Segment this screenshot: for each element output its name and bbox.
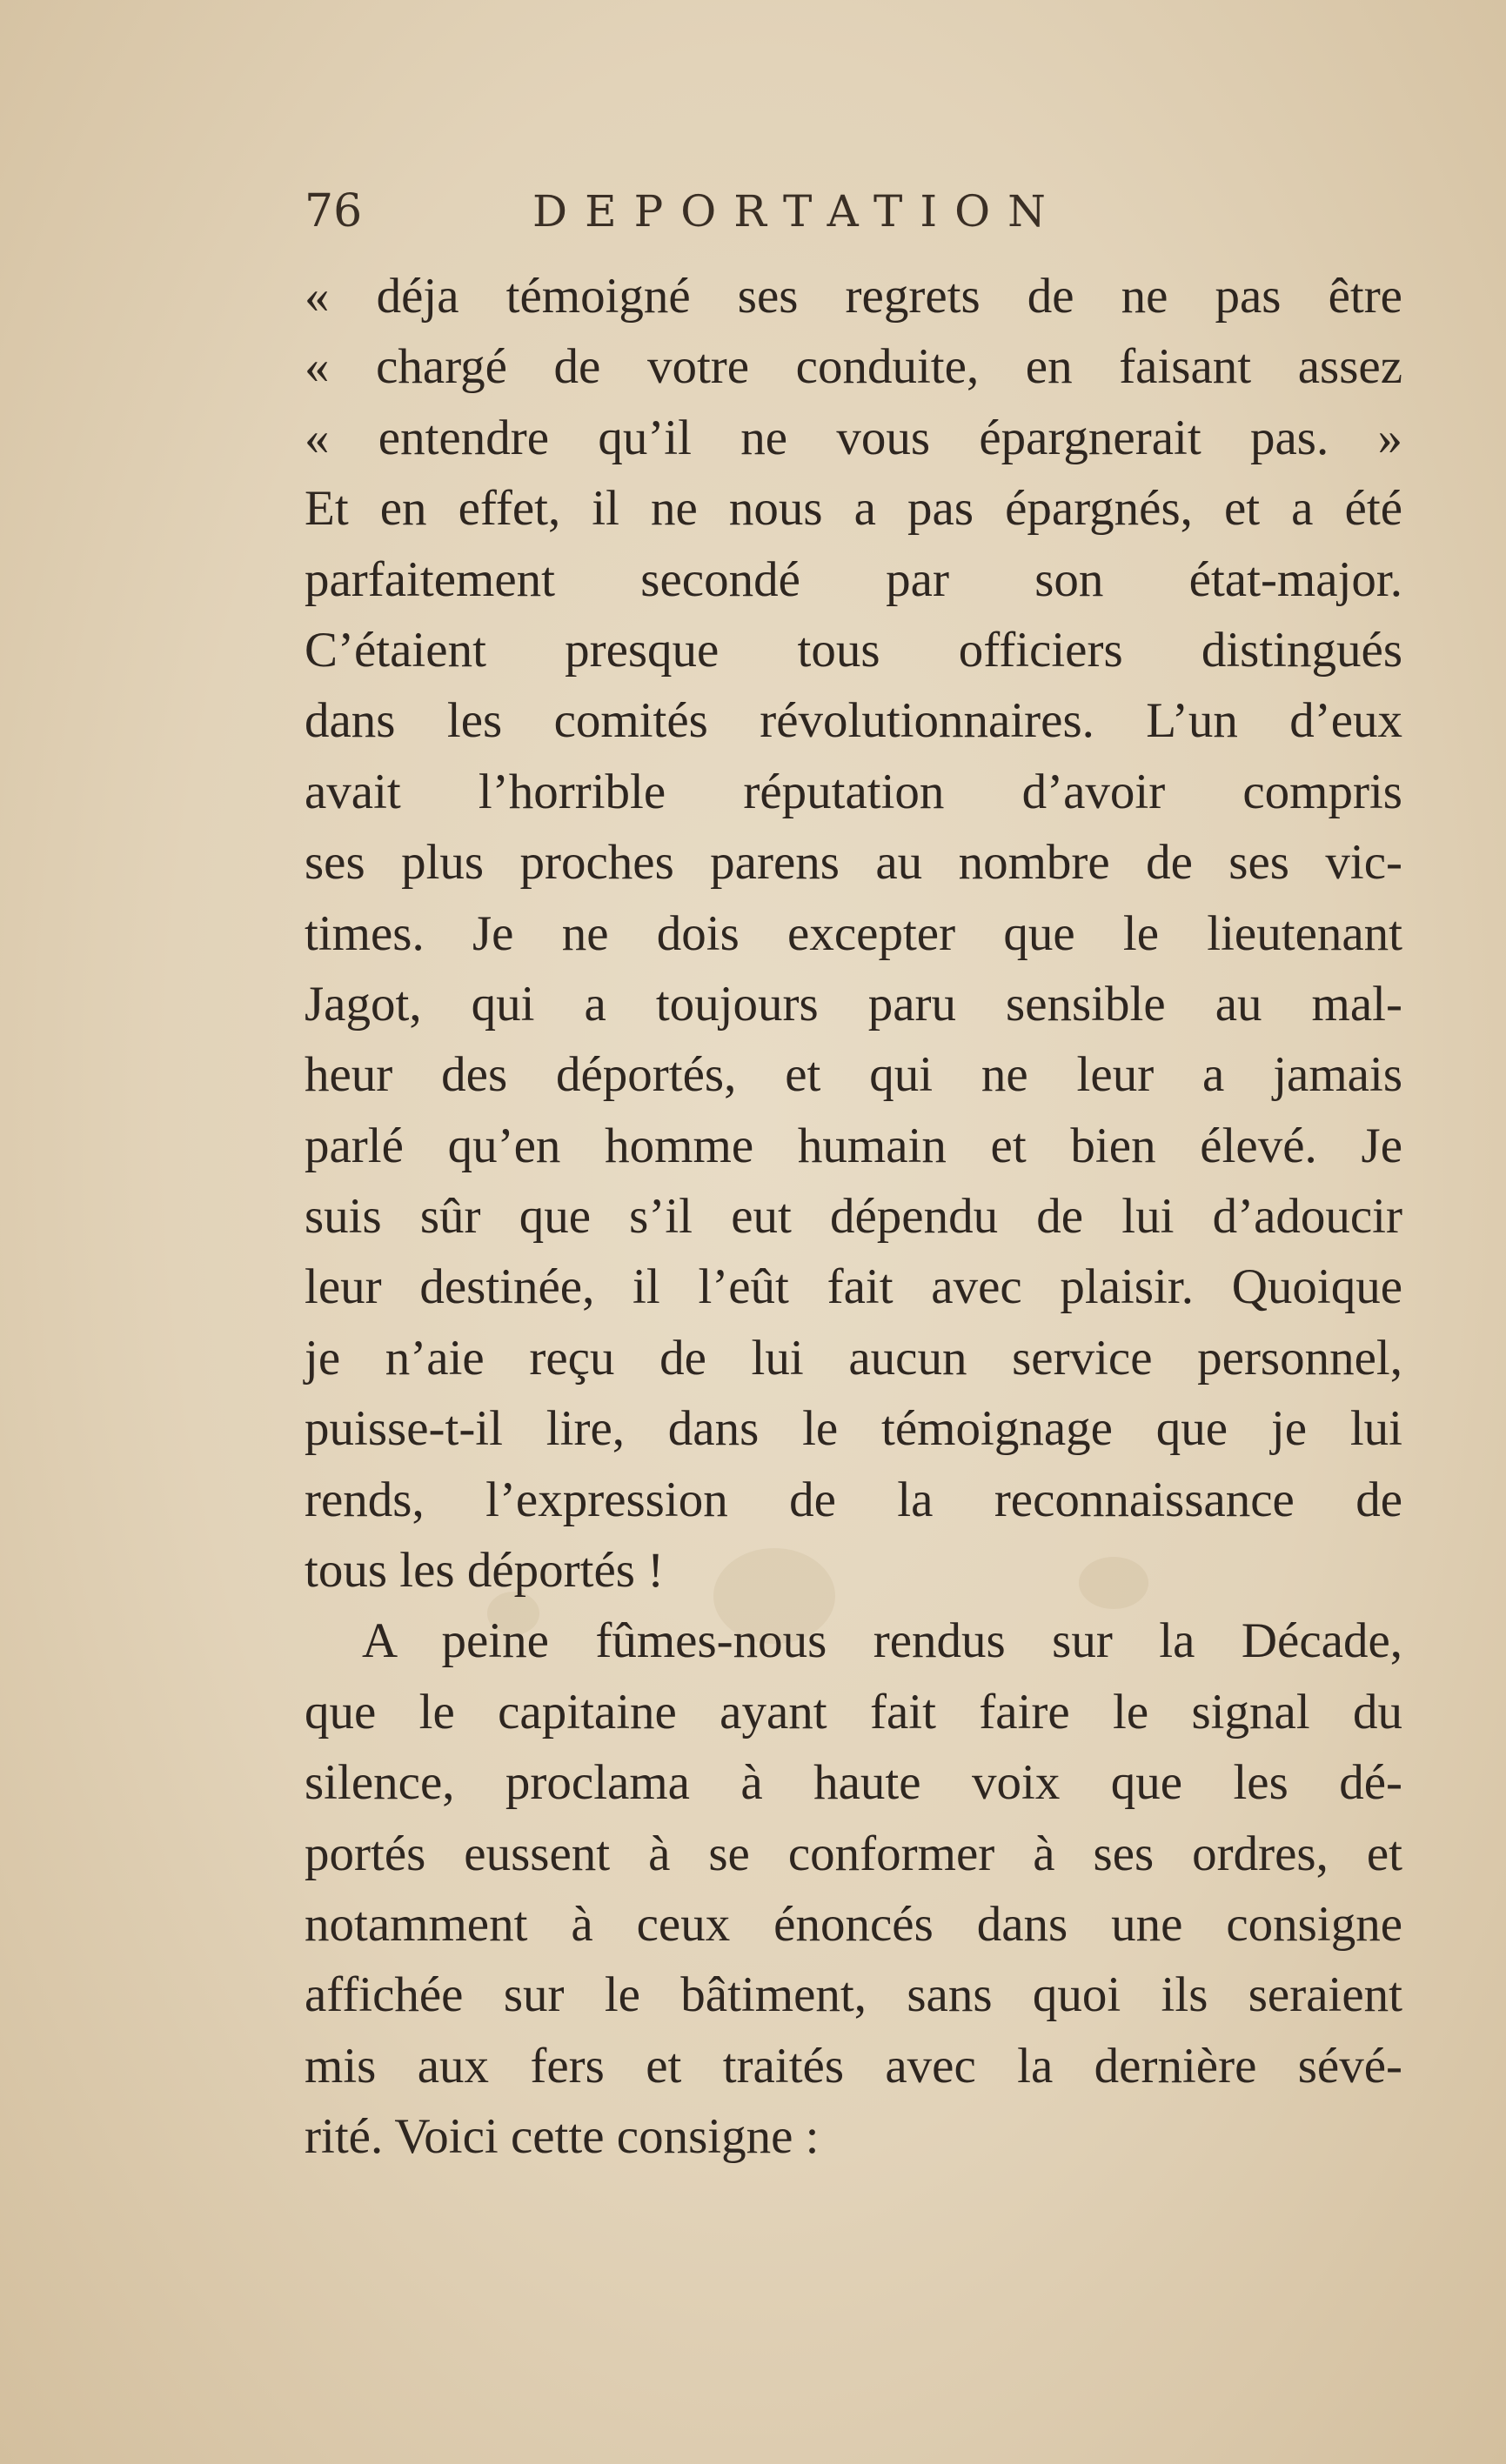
text-line: avait l’horrible réputation d’avoir compris xyxy=(305,764,1402,819)
text-line: « chargé de votre conduite, en faisant assez xyxy=(305,339,1402,395)
text-line: mis aux fers et traités avec la dernière sévé- xyxy=(305,2038,1402,2093)
text-line: parlé qu’en homme humain et bien élevé. Je xyxy=(305,1118,1402,1173)
text-line: heur des déportés, et qui ne leur a jamais xyxy=(305,1047,1402,1103)
text-line: A peine fûmes-nous rendus sur la Décade, xyxy=(362,1613,1402,1669)
text-line: je n’aie reçu de lui aucun service personnel, xyxy=(305,1330,1402,1386)
text-line: parfaitement secondé par son état-major. xyxy=(305,551,1402,607)
page-header xyxy=(305,181,1175,242)
text-line: C’étaient presque tous officiers distingués xyxy=(305,622,1402,678)
text-line: silence, proclama à haute voix que les dé- xyxy=(305,1755,1402,1811)
text-line: suis sûr que s’il eut dépendu de lui d’adoucir xyxy=(305,1189,1402,1245)
text-line: leur destinée, il l’eût fait avec plaisir. Quoique xyxy=(305,1259,1402,1315)
text-line: notamment à ceux énoncés dans une consigne xyxy=(305,1896,1402,1952)
text-line: times. Je ne dois excepter que le lieutenant xyxy=(305,905,1402,961)
text-line: rité. Voici cette consigne : xyxy=(305,2109,820,2165)
text-line: Jagot, qui a toujours paru sensible au mal- xyxy=(305,976,1402,1032)
text-line: affichée sur le bâtiment, sans quoi ils seraient xyxy=(305,1967,1402,2023)
text-line: puisse-t-il lire, dans le témoignage que je lui xyxy=(305,1401,1402,1457)
text-line: que le capitaine ayant fait faire le signal du xyxy=(305,1684,1402,1739)
text-line: rends, l’expression de la reconnaissance de xyxy=(305,1472,1402,1527)
text-line: portés eussent à se conformer à ses ordres, et xyxy=(305,1826,1402,1881)
text-line: « entendre qu’il ne vous épargnerait pas. » xyxy=(305,410,1402,465)
body-text xyxy=(305,261,1402,2173)
text-line: Et en effet, il ne nous a pas épargnés, et a été xyxy=(305,481,1402,537)
running-head: DEPORTATION xyxy=(532,186,1063,237)
text-line: tous les déportés ! xyxy=(305,1543,665,1599)
text-line: « déja témoigné ses regrets de ne pas être xyxy=(305,269,1402,324)
page-number: 76 xyxy=(305,185,363,237)
text-line: dans les comités révolutionnaires. L’un d’eux xyxy=(305,693,1402,749)
text-line: ses plus proches parens au nombre de ses vic- xyxy=(305,835,1402,891)
